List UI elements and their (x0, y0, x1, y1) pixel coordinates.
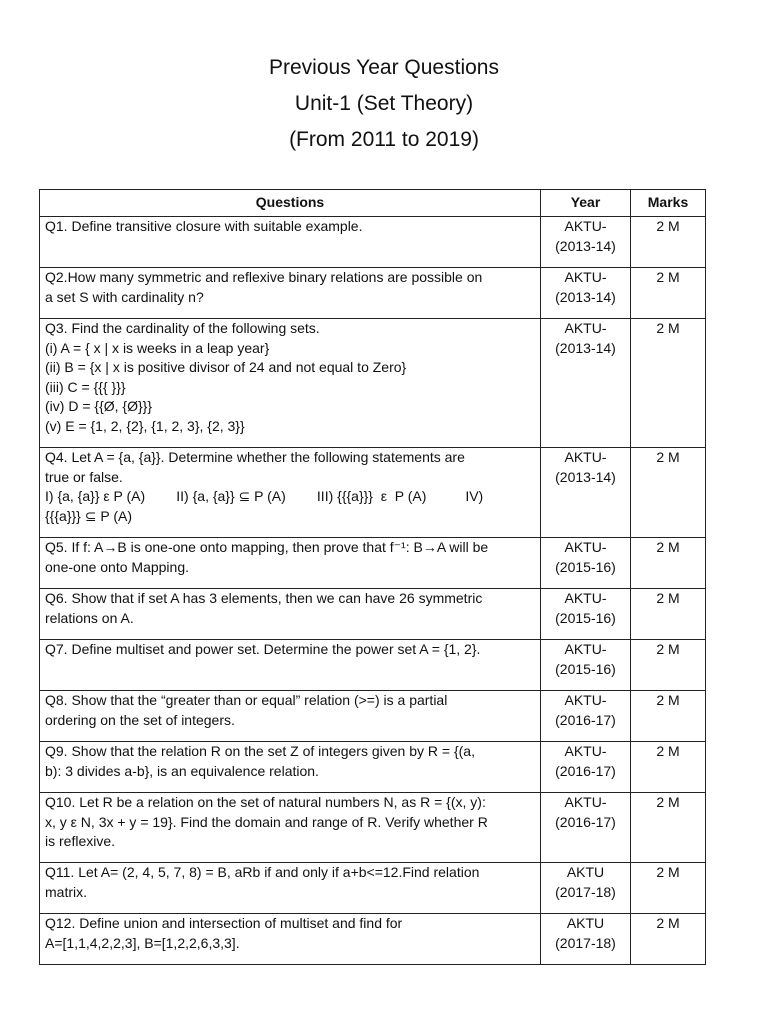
year-text-line: (2016-17) (555, 813, 616, 830)
question-text-line: {{{a}}} ⊆ P (A) (45, 507, 132, 524)
question-cell (40, 538, 541, 589)
question-text-line: (v) E = {1, 2, {2}, {1, 2, 3}, {2, 3}} (45, 417, 245, 434)
year-text-line: (2015-16) (555, 660, 616, 677)
title-line-3: (From 2011 to 2019) (289, 128, 479, 151)
question-cell (40, 319, 541, 448)
year-text-line: AKTU- (564, 743, 607, 759)
question-text-line: (ii) B = {x | x is positive divisor of 24 and not equal to Zero} (45, 359, 407, 375)
year-text-line: AKTU- (564, 590, 607, 606)
table-row (40, 863, 706, 914)
table-row (40, 448, 706, 538)
table-row (40, 217, 706, 268)
question-cell (40, 589, 541, 640)
year-text-line: (2013-14) (555, 237, 616, 254)
year-cell (541, 691, 631, 742)
table-row (40, 319, 706, 448)
header-questions: Questions (40, 190, 541, 217)
question-cell (40, 691, 541, 742)
header-year: Year (541, 190, 631, 217)
year-cell (541, 914, 631, 965)
year-text-line: AKTU (566, 915, 605, 931)
document-title (0, 50, 768, 158)
question-cell (40, 742, 541, 793)
year-text-line: AKTU- (564, 539, 607, 555)
question-text-line: ordering on the set of integers. (45, 711, 235, 728)
table-row (40, 742, 706, 793)
marks-cell: 2 M (631, 268, 706, 319)
year-text-line: (2017-18) (555, 883, 616, 900)
table-row (40, 538, 706, 589)
question-cell (40, 217, 541, 268)
table-row (40, 589, 706, 640)
marks-cell: 2 M (631, 319, 706, 448)
year-text-line: AKTU- (564, 320, 607, 336)
question-text-line: one-one onto Mapping. (45, 558, 189, 575)
table-row (40, 914, 706, 965)
marks-cell: 2 M (631, 217, 706, 268)
table-body (40, 217, 706, 965)
year-cell (541, 217, 631, 268)
question-text-line: (i) A = { x | x is weeks in a leap year} (45, 339, 270, 356)
year-cell (541, 640, 631, 691)
question-text-line: a set S with cardinality n? (45, 288, 204, 305)
question-text-line: A=[1,1,4,2,2,3], B=[1,2,2,6,3,3]. (45, 934, 240, 951)
year-text-line: AKTU- (564, 269, 607, 285)
question-cell (40, 914, 541, 965)
marks-cell: 2 M (631, 863, 706, 914)
year-text-line: (2015-16) (555, 558, 616, 575)
question-text-line: I) {a, {a}} ε P (A) II) {a, {a}} ⊆ P (A) III) {{{a}}} ε P (A) IV) (45, 488, 484, 504)
marks-cell: 2 M (631, 448, 706, 538)
table-header-row (40, 190, 706, 217)
year-text-line: (2016-17) (555, 711, 616, 728)
table-row (40, 268, 706, 319)
year-text-line: AKTU (566, 864, 605, 880)
year-text-line: AKTU- (564, 449, 607, 465)
question-text-line: Q11. Let A= (2, 4, 5, 7, 8) = B, aRb if and only if a+b<=12.Find relation (45, 864, 480, 880)
year-cell (541, 319, 631, 448)
year-text-line: AKTU- (564, 794, 607, 810)
table-row (40, 640, 706, 691)
year-cell (541, 742, 631, 793)
year-text-line: (2017-18) (555, 934, 616, 951)
question-text-line: is reflexive. (45, 833, 116, 849)
question-cell (40, 268, 541, 319)
marks-cell: 2 M (631, 640, 706, 691)
table-row (40, 793, 706, 863)
table-row (40, 691, 706, 742)
year-cell (541, 793, 631, 863)
year-text-line: (2015-16) (555, 609, 616, 626)
question-text-line: Q7. Define multiset and power set. Determine the power set A = {1, 2}. (45, 641, 481, 657)
question-text-line: (iv) D = {{Ø, {Ø}}} (45, 398, 153, 414)
year-text-line: (2013-14) (555, 339, 616, 356)
questions-table (39, 189, 706, 965)
question-text-line: Q6. Show that if set A has 3 elements, then we can have 26 symmetric (45, 590, 483, 606)
year-text-line: (2016-17) (555, 762, 616, 779)
title-line-2: Unit-1 (Set Theory) (294, 92, 474, 115)
question-text-line: Q1. Define transitive closure with suitable example. (45, 218, 363, 234)
question-cell (40, 640, 541, 691)
marks-cell: 2 M (631, 914, 706, 965)
question-text-line: Q9. Show that the relation R on the set Z of integers given by R = {(a, (45, 743, 475, 759)
year-cell (541, 448, 631, 538)
year-text-line: AKTU- (564, 641, 607, 657)
year-cell (541, 863, 631, 914)
question-text-line: Q2.How many symmetric and reflexive binary relations are possible on (45, 269, 483, 285)
header-marks: Marks (631, 190, 706, 217)
question-text-line: matrix. (45, 883, 87, 900)
question-text-line: Q5. If f: A→B is one-one onto mapping, then prove that f⁻¹: B→A will be (45, 539, 489, 555)
marks-cell: 2 M (631, 589, 706, 640)
question-text-line: Q3. Find the cardinality of the following sets. (45, 320, 320, 336)
question-text-line: b): 3 divides a-b}, is an equivalence relation. (45, 762, 319, 779)
year-cell (541, 268, 631, 319)
marks-cell: 2 M (631, 742, 706, 793)
question-text-line: (iii) C = {{{ }}} (45, 378, 126, 395)
question-text-line: Q12. Define union and intersection of multiset and find for (45, 915, 403, 931)
marks-cell: 2 M (631, 538, 706, 589)
question-text-line: true or false. (45, 468, 123, 485)
marks-cell: 2 M (631, 691, 706, 742)
question-text-line: x, y ε N, 3x + y = 19}. Find the domain and range of R. Verify whether R (45, 813, 488, 830)
marks-cell: 2 M (631, 793, 706, 863)
year-text-line: AKTU- (564, 218, 607, 234)
title-line-1: Previous Year Questions (269, 56, 499, 79)
year-text-line: (2013-14) (555, 468, 616, 485)
question-text-line: Q4. Let A = {a, {a}}. Determine whether the following statements are (45, 449, 465, 465)
question-text-line: relations on A. (45, 609, 134, 626)
year-cell (541, 589, 631, 640)
question-cell (40, 863, 541, 914)
question-cell (40, 793, 541, 863)
year-text-line: (2013-14) (555, 288, 616, 305)
question-cell (40, 448, 541, 538)
question-text-line: Q10. Let R be a relation on the set of natural numbers N, as R = {(x, y): (45, 794, 486, 810)
year-text-line: AKTU- (564, 692, 607, 708)
question-text-line: Q8. Show that the “greater than or equal” relation (>=) is a partial (45, 692, 448, 708)
year-cell (541, 538, 631, 589)
